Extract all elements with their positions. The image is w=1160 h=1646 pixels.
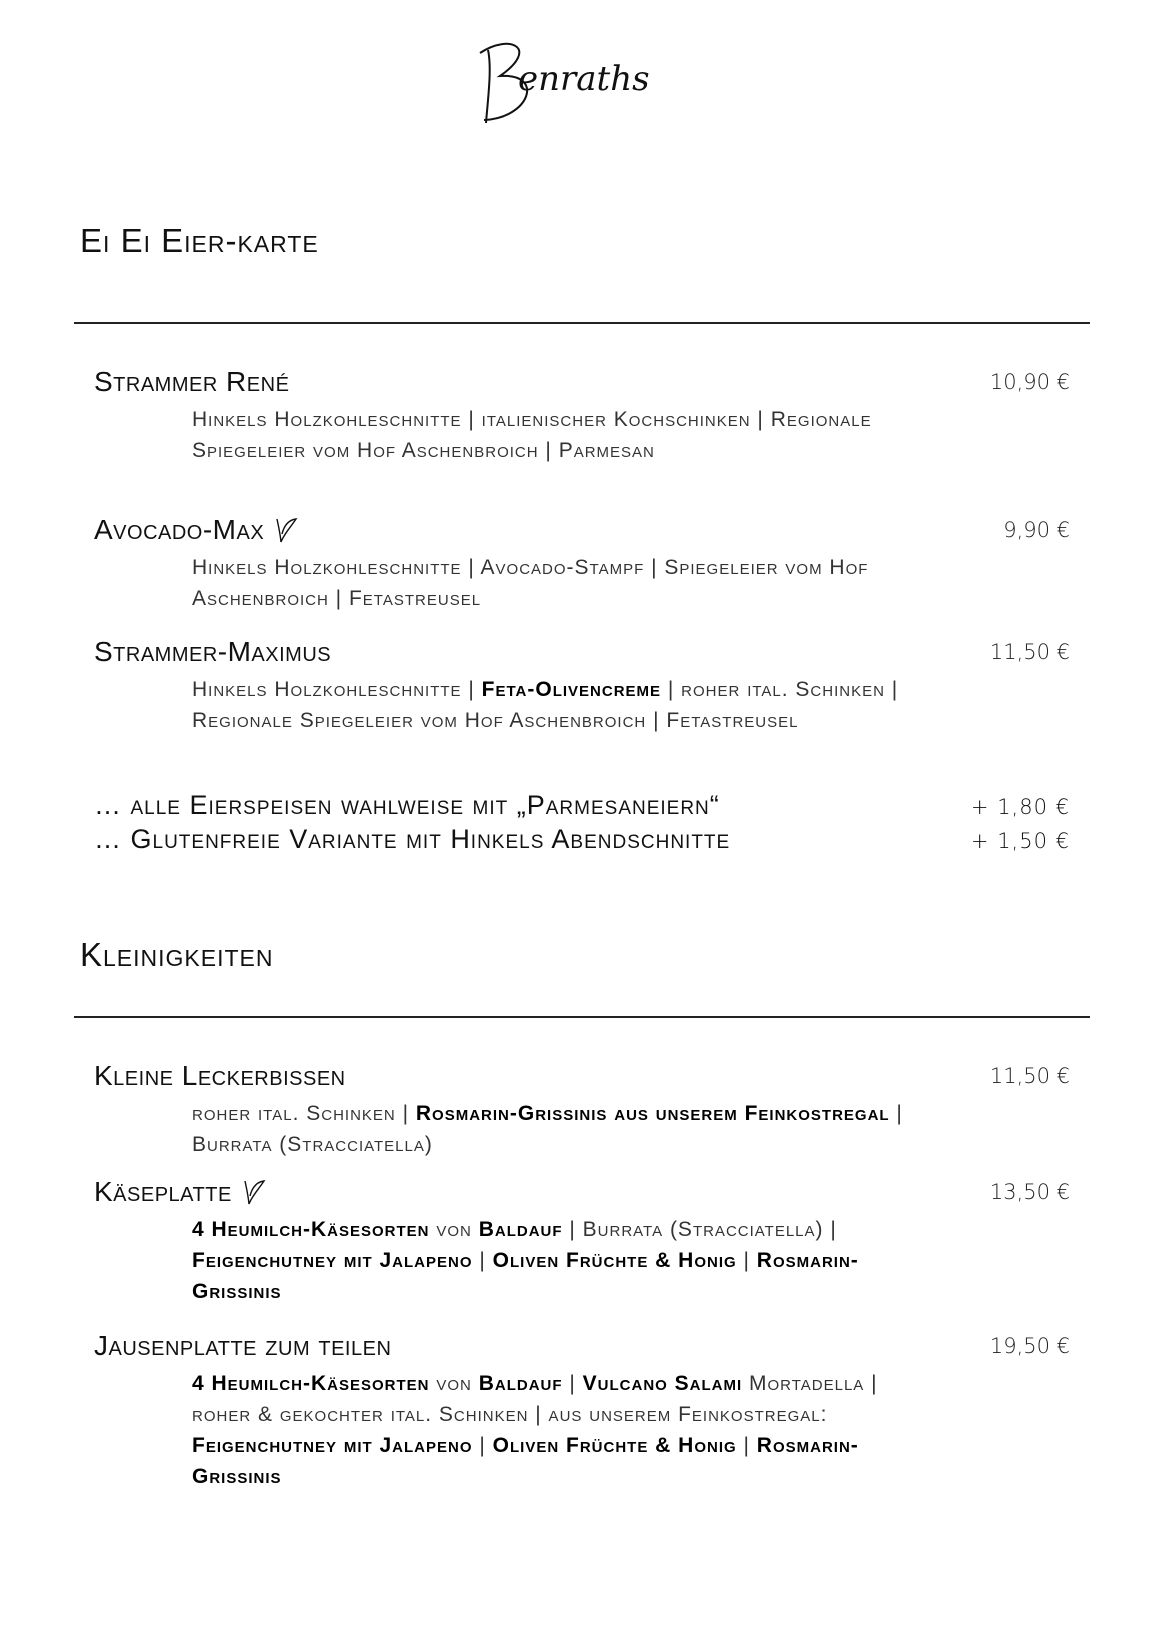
item-name: Avocado-Max	[94, 514, 1074, 546]
menu-item	[94, 636, 1074, 736]
menu-item	[94, 1176, 1074, 1307]
item-price: 13,50 €	[989, 1180, 1070, 1204]
item-name: Strammer-Maximus	[94, 636, 332, 667]
item-name: Jausenplatte zum teilen	[94, 1330, 392, 1361]
divider	[74, 1016, 1090, 1018]
divider	[74, 322, 1090, 324]
item-price: 11,50 €	[989, 640, 1070, 664]
menu-item	[94, 1060, 1074, 1160]
extra-price: + 1,50 €	[970, 829, 1070, 853]
item-description: roher ital. Schinken | Rosmarin-Grissinis aus unserem Feinkostregal | Burrata (Stracciatella)	[192, 1102, 903, 1156]
extras-list	[94, 788, 1074, 856]
item-description: 4 Heumilch-Käsesorten von Baldauf | Vulcano Salami Mortadella | roher & gekochter ital. Schinken | aus unserem Feinkostregal: Feigenchutney mit Jalapeno | Oliven Früchte & Honig | Rosmarin-Grissinis	[192, 1372, 878, 1488]
item-name: Kleine Leckerbissen	[94, 1060, 346, 1091]
logo-wordmark: enraths	[518, 59, 650, 99]
menu-item	[94, 514, 1074, 614]
menu-item	[94, 366, 1074, 466]
item-price: 10,90 €	[989, 370, 1070, 394]
extra-option: … alle Eierspeisen wahlweise mit „Parmesaneiern“ + 1,80 €	[94, 788, 1074, 822]
section-title-kleinigkeiten: Kleinigkeiten	[80, 936, 274, 973]
brand-logo	[470, 28, 670, 138]
item-description: Hinkels Holzkohleschnitte | italienischer Kochschinken | Regionale Spiegeleier vom Hof Aschenbroich | Parmesan	[192, 408, 872, 462]
vegetarian-leaf-icon	[244, 1178, 266, 1206]
item-description: Hinkels Holzkohleschnitte | Avocado-Stampf | Spiegeleier vom Hof Aschenbroich | Fetastreusel	[192, 556, 869, 610]
vegetarian-leaf-icon	[276, 516, 298, 544]
item-price: 19,50 €	[989, 1334, 1070, 1358]
item-price: 11,50 €	[989, 1064, 1070, 1088]
item-price: 9,90 €	[1003, 518, 1070, 542]
item-description: Hinkels Holzkohleschnitte | Feta-Olivencreme | roher ital. Schinken | Regionale Spiegeleier vom Hof Aschenbroich | Fetastreusel	[192, 678, 899, 732]
item-name: Strammer René	[94, 366, 290, 397]
extra-option: … Glutenfreie Variante mit Hinkels Abendschnitte + 1,50 €	[94, 822, 1074, 856]
item-description: 4 Heumilch-Käsesorten von Baldauf | Burrata (Stracciatella) | Feigenchutney mit Jalapeno | Oliven Früchte & Honig | Rosmarin-Grissinis	[192, 1218, 859, 1303]
extra-price: + 1,80 €	[970, 795, 1070, 819]
item-name: Käseplatte	[94, 1176, 1074, 1208]
menu-item	[94, 1330, 1074, 1492]
section-title-eier: Ei Ei Eier-karte	[80, 222, 319, 259]
